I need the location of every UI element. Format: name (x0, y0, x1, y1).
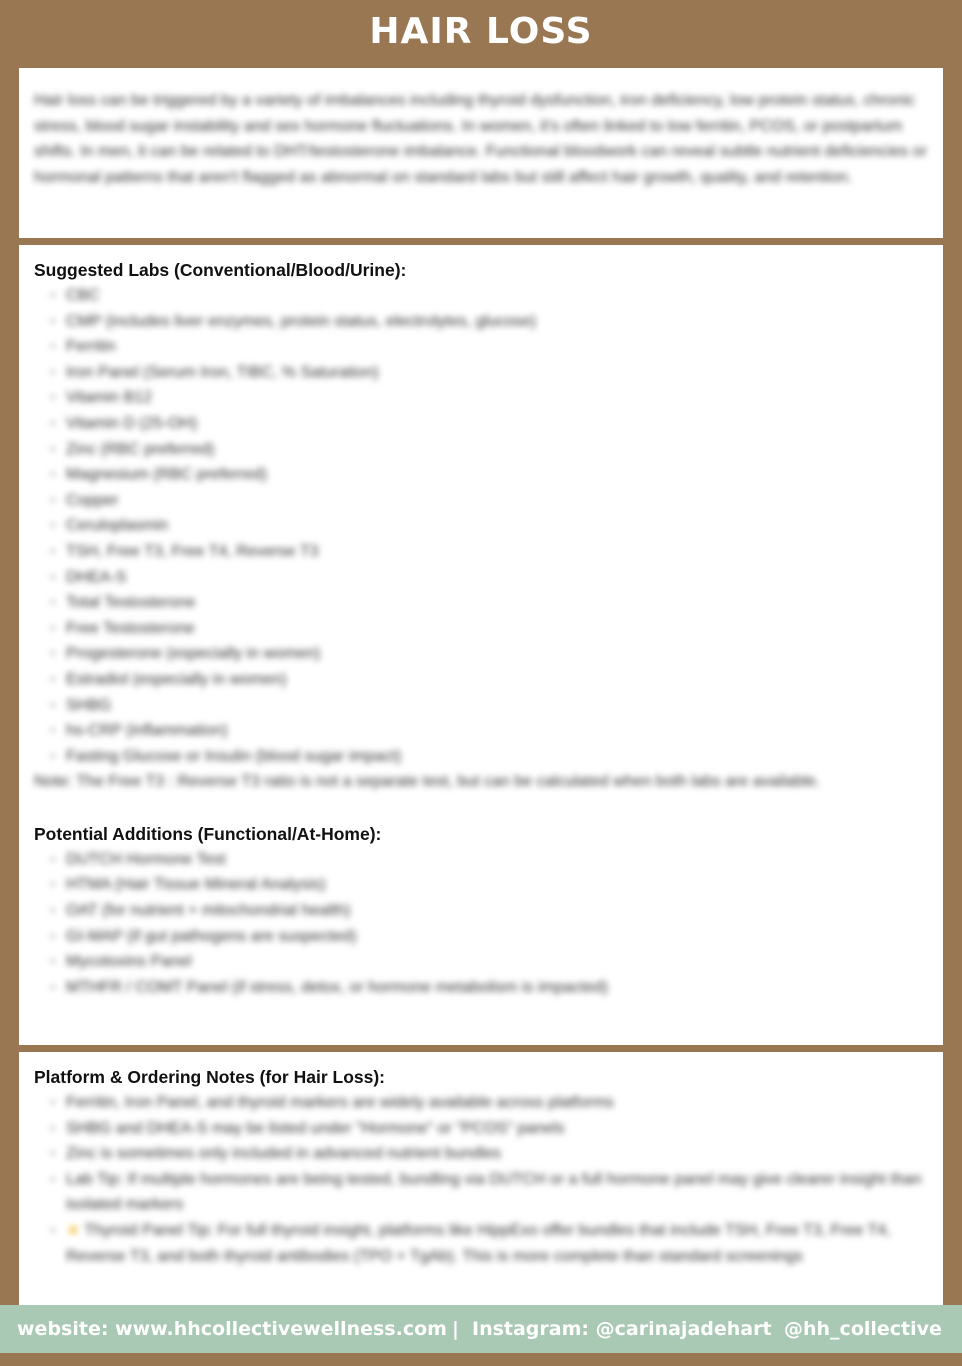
list-item: ◦ hs-CRP (inflammation) (50, 718, 928, 744)
footer-separator: | (452, 1318, 459, 1340)
list-item: ◦ Zinc is sometimes only included in advanced nutrient bundles (50, 1141, 928, 1167)
list-item: ◦ Magnesium (RBC preferred) (50, 462, 928, 488)
labs-card (19, 245, 943, 1045)
list-item: ◦ Zinc (RBC preferred) (50, 437, 928, 463)
list-item: ◦ Ferritin (50, 334, 928, 360)
list-item: ◦ MTHFR / COMT Panel (if stress, detox, or hormone metabolism is impacted) (50, 975, 928, 1001)
list-item: ◦ SHBG and DHEA-S may be listed under "Hormone" or "PCOS" panels (50, 1116, 928, 1142)
labs-list (34, 283, 928, 769)
list-item: ◦ Estradiol (especially in women) (50, 667, 928, 693)
list-item: ◦ Iron Panel (Serum Iron, TIBC, % Saturation) (50, 360, 928, 386)
list-item: ◦ Fasting Glucose or Insulin (blood sugar impact) (50, 744, 928, 770)
intro-paragraph: Hair loss can be triggered by a variety of imbalances including thyroid dysfunction, iron deficiency, low protein status, chronic stress, blood sugar instability and sex hormone fluctuations. In women, it's often linked to low ferritin, PCOS, or postpartum shifts. In men, it can be related to DHT/testosterone imbalance. Functional bloodwork can reveal subtle nutrient deficiencies or hormonal patterns that aren't flagged as abnormal on standard labs but still affect hair growth, quality, and retention. (34, 92, 927, 186)
labs-heading: Suggested Labs (Conventional/Blood/Urine): (34, 260, 407, 280)
list-item: ◦ Ceruloplasmin (50, 513, 928, 539)
list-item: ◦ Total Testosterone (50, 590, 928, 616)
list-item: ◦ Free Testosterone (50, 616, 928, 642)
list-item: ◦ HTMA (Hair Tissue Mineral Analysis) (50, 872, 928, 898)
list-item: ◦ Mycotoxins Panel (50, 949, 928, 975)
list-item: ◦ GI-MAP (if gut pathogens are suspected) (50, 924, 928, 950)
instagram-link[interactable]: Instagram: @carinajadehart (472, 1318, 772, 1340)
list-item: ◦ Vitamin B12 (50, 385, 928, 411)
list-item: ◦ CBC (50, 283, 928, 309)
list-item: ◦ DHEA-S (50, 565, 928, 591)
list-item: ◦ Progesterone (especially in women) (50, 641, 928, 667)
list-item: ◦ TSH, Free T3, Free T4, Reverse T3 (50, 539, 928, 565)
labs-note: Note: The Free T3 : Reverse T3 ratio is not a separate test, but can be calculated when both labs are available. (34, 773, 821, 791)
additions-heading: Potential Additions (Functional/At-Home): (34, 823, 382, 844)
platform-card (19, 1052, 943, 1305)
list-item: ◦ DUTCH Hormone Test (50, 847, 928, 873)
additions-list (34, 847, 928, 1001)
platform-heading: Platform & Ordering Notes (for Hair Loss): (34, 1067, 386, 1087)
footer-bar (0, 1305, 962, 1353)
list-item: ◦ SHBG (50, 693, 928, 719)
thyroid-tip-text: Thyroid Panel Tip: For full thyroid insight, platforms like HippExo offer bundles that include TSH, Free T3, Free T4, Reverse T3, and both thyroid antibodies (TPO + TgAb). This is more complete than standard screenings (66, 1221, 891, 1265)
list-item: ◦ CMP (includes liver enzymes, protein status, electrolytes, glucose) (50, 309, 928, 335)
page-title: HAIR LOSS (369, 11, 593, 52)
website-link[interactable]: website: www.hhcollectivewellness.com (17, 1318, 447, 1340)
list-item: ◦ Lab Tip: If multiple hormones are being tested, bundling via DUTCH or a full hormone panel may give clearer insight than isolated markers (50, 1167, 928, 1218)
platform-list (34, 1090, 928, 1269)
list-item: ◦ Ferritin, Iron Panel, and thyroid markers are widely available across platforms (50, 1090, 928, 1116)
list-item (50, 1218, 928, 1269)
instagram-handle-link[interactable]: @hh_collective (784, 1318, 942, 1340)
star-icon: ★ (66, 1221, 81, 1239)
list-item: ◦ OAT (for nutrient + mitochondrial health) (50, 898, 928, 924)
intro-card (19, 68, 943, 238)
list-item: ◦ Copper (50, 488, 928, 514)
list-item: ◦ Vitamin D (25-OH) (50, 411, 928, 437)
